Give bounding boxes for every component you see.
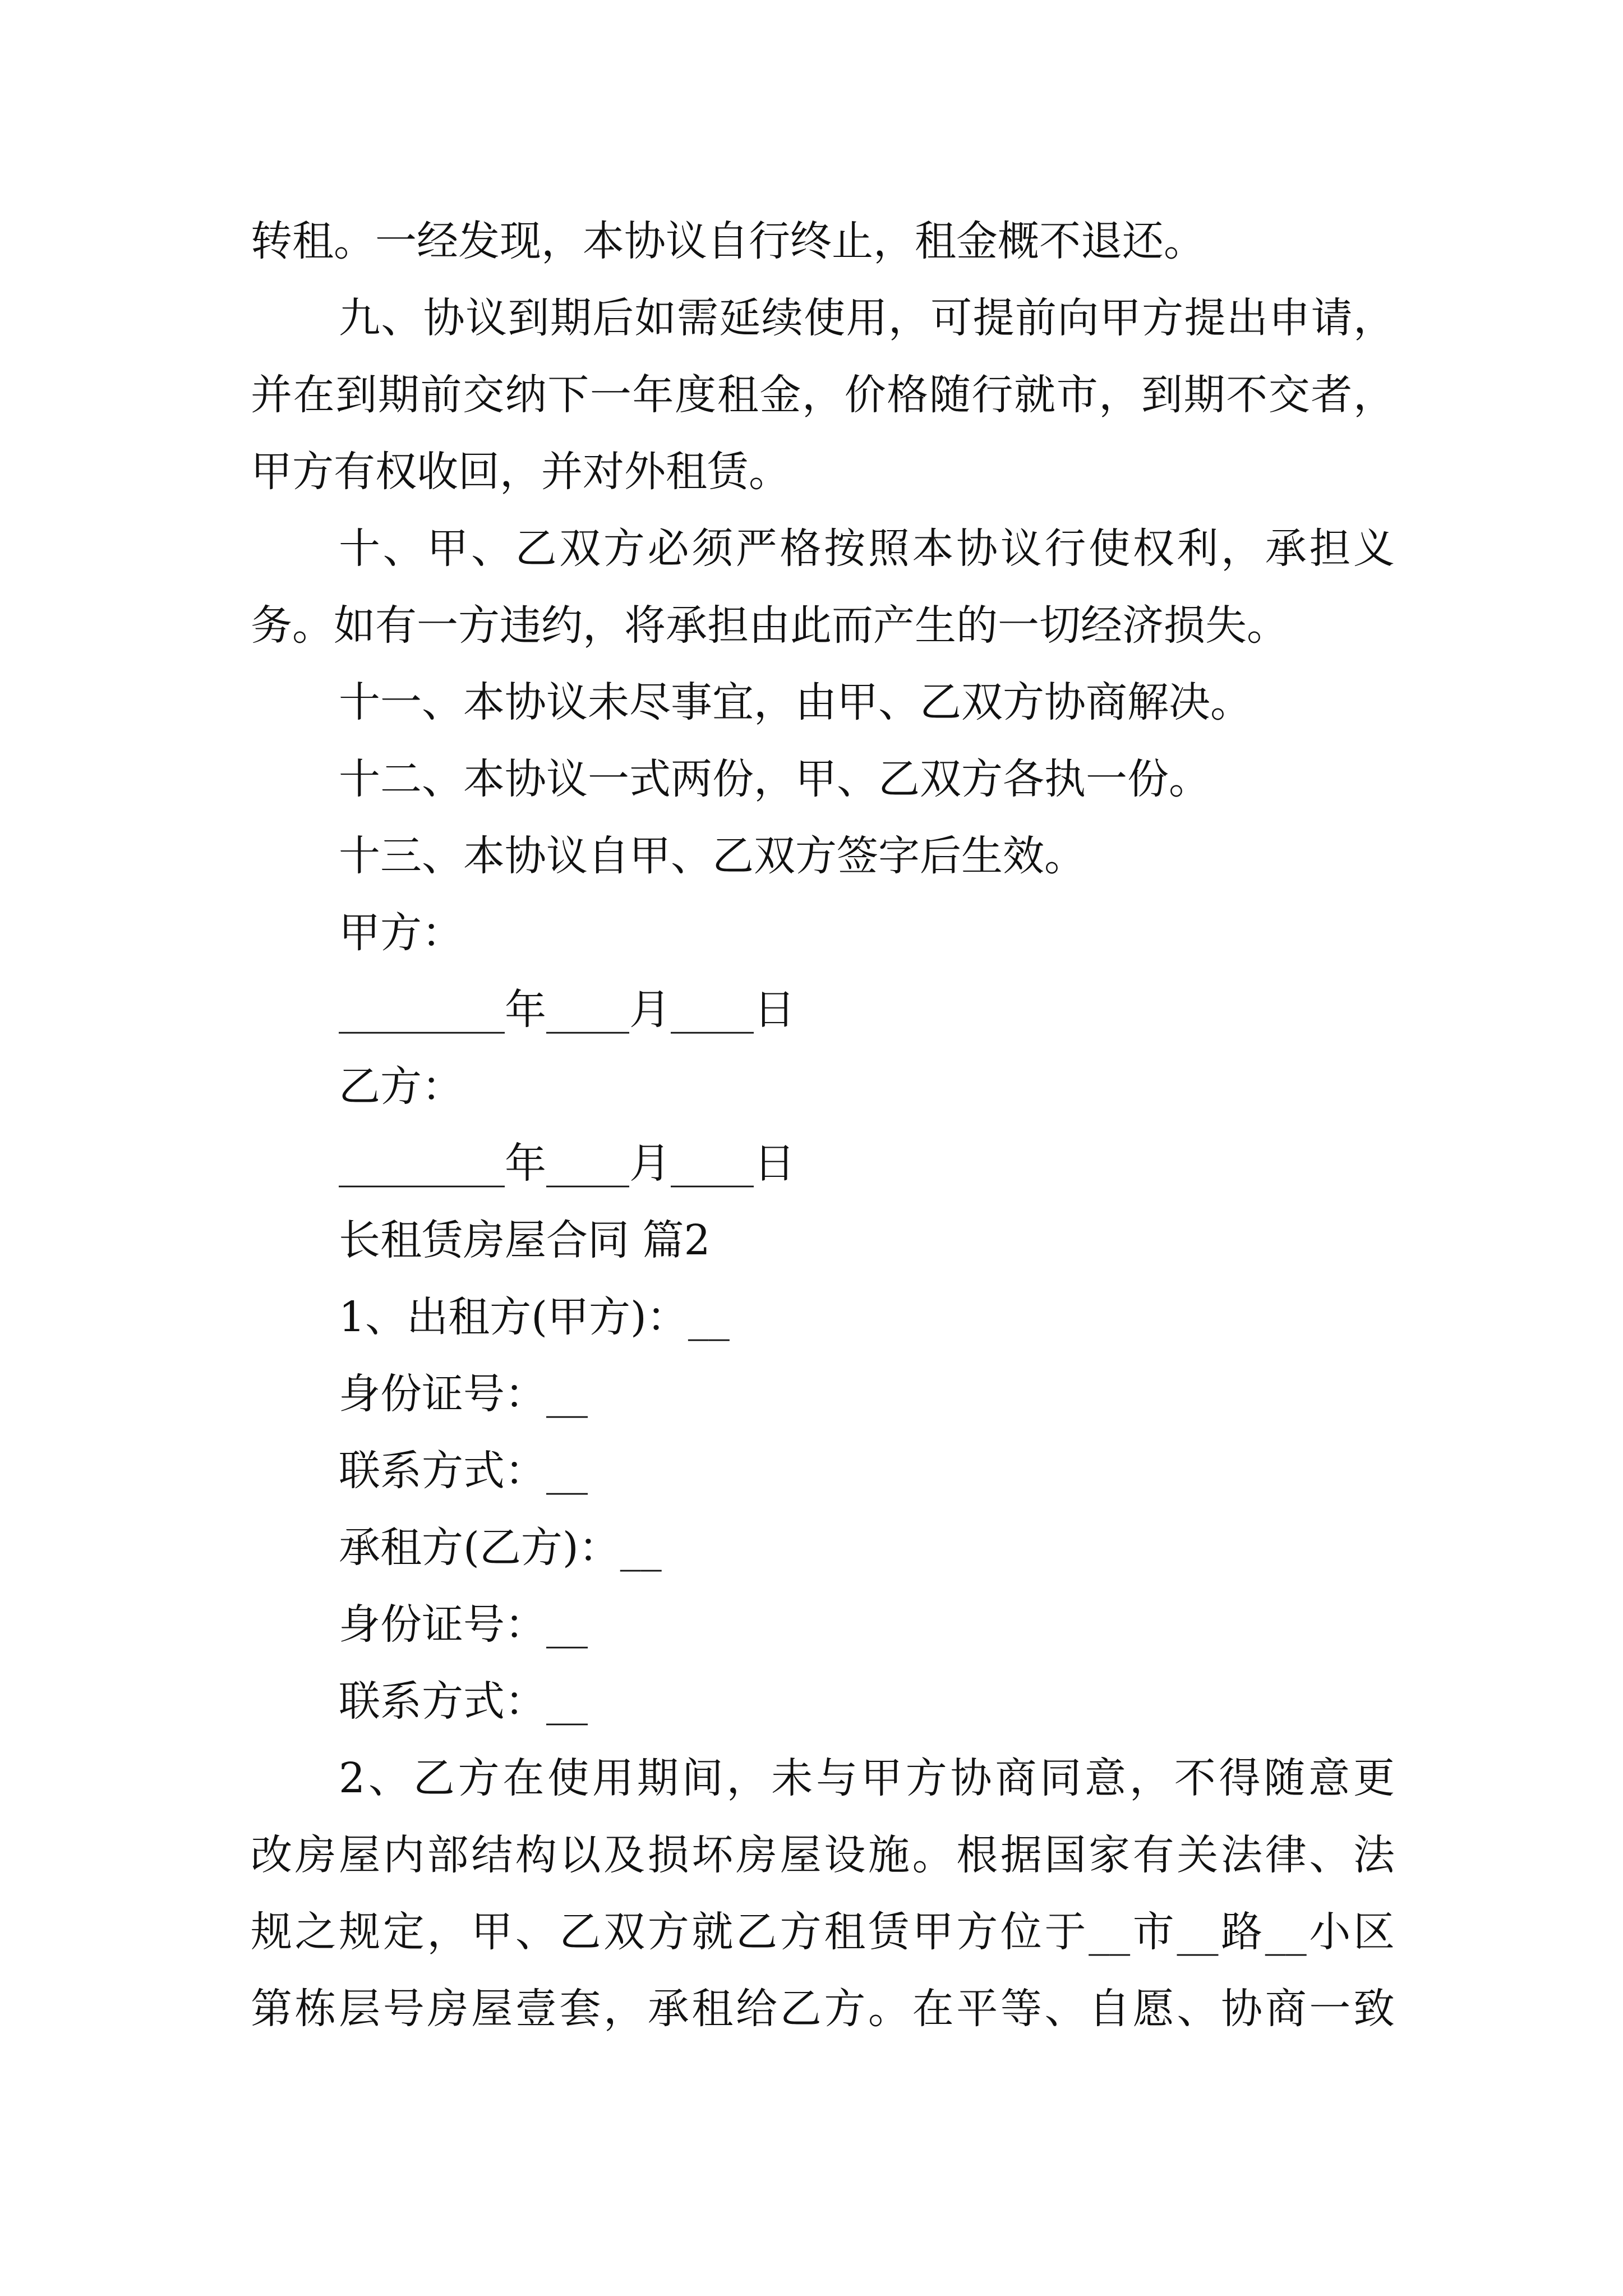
clause-2-line-4: 第栋层号房屋壹套，承租给乙方。在平等、自愿、协商一致 bbox=[251, 1985, 1395, 2033]
clause-9-line-2: 并在到期前交纳下一年度租金，价格随行就市，到期不交者， bbox=[251, 371, 1395, 419]
clause-2-line-3: 规之规定，甲、乙双方就乙方租赁甲方位于__市__路__小区 bbox=[251, 1908, 1395, 1956]
clause-2-line-2: 改房屋内部结构以及损坏房屋设施。根据国家有关法律、法 bbox=[251, 1831, 1395, 1879]
lessor-id-field: 身份证号：__ bbox=[339, 1370, 588, 1418]
clause-10-line-1: 十、甲、乙双方必须严格按照本协议行使权利，承担义 bbox=[339, 524, 1395, 573]
lessee-field: 承租方(乙方)：__ bbox=[339, 1524, 662, 1572]
section-title: 长租赁房屋合同 篇2 bbox=[339, 1216, 711, 1264]
party-b-date-line: ________年____月____日 bbox=[339, 1139, 795, 1188]
clause-2-line-1: 2、乙方在使用期间，未与甲方协商同意，不得随意更 bbox=[339, 1754, 1395, 1802]
party-b-signature-label: 乙方： bbox=[339, 1062, 463, 1111]
lessee-contact-field: 联系方式：__ bbox=[339, 1677, 588, 1726]
party-a-date-line: ________年____月____日 bbox=[339, 986, 795, 1034]
clause-9-line-1: 九、协议到期后如需延续使用，可提前向甲方提出申请， bbox=[339, 294, 1395, 342]
lessor-field: 1、出租方(甲方)：__ bbox=[339, 1293, 730, 1341]
party-a-signature-label: 甲方： bbox=[339, 909, 463, 957]
lessee-id-field: 身份证号：__ bbox=[339, 1600, 588, 1649]
lessor-contact-field: 联系方式：__ bbox=[339, 1447, 588, 1495]
clause-11: 十一、本协议未尽事宜，由甲、乙双方协商解决。 bbox=[339, 678, 1252, 726]
clause-9-line-3: 甲方有权收回，并对外租赁。 bbox=[251, 448, 790, 496]
text-line: 转租。一经发现，本协议自行终止，租金概不退还。 bbox=[251, 217, 1205, 265]
clause-12: 十二、本协议一式两份，甲、乙双方各执一份。 bbox=[339, 755, 1210, 803]
clause-13: 十三、本协议自甲、乙双方签字后生效。 bbox=[339, 832, 1086, 880]
clause-10-line-2: 务。如有一方违约，将承担由此而产生的一切经济损失。 bbox=[251, 601, 1288, 650]
